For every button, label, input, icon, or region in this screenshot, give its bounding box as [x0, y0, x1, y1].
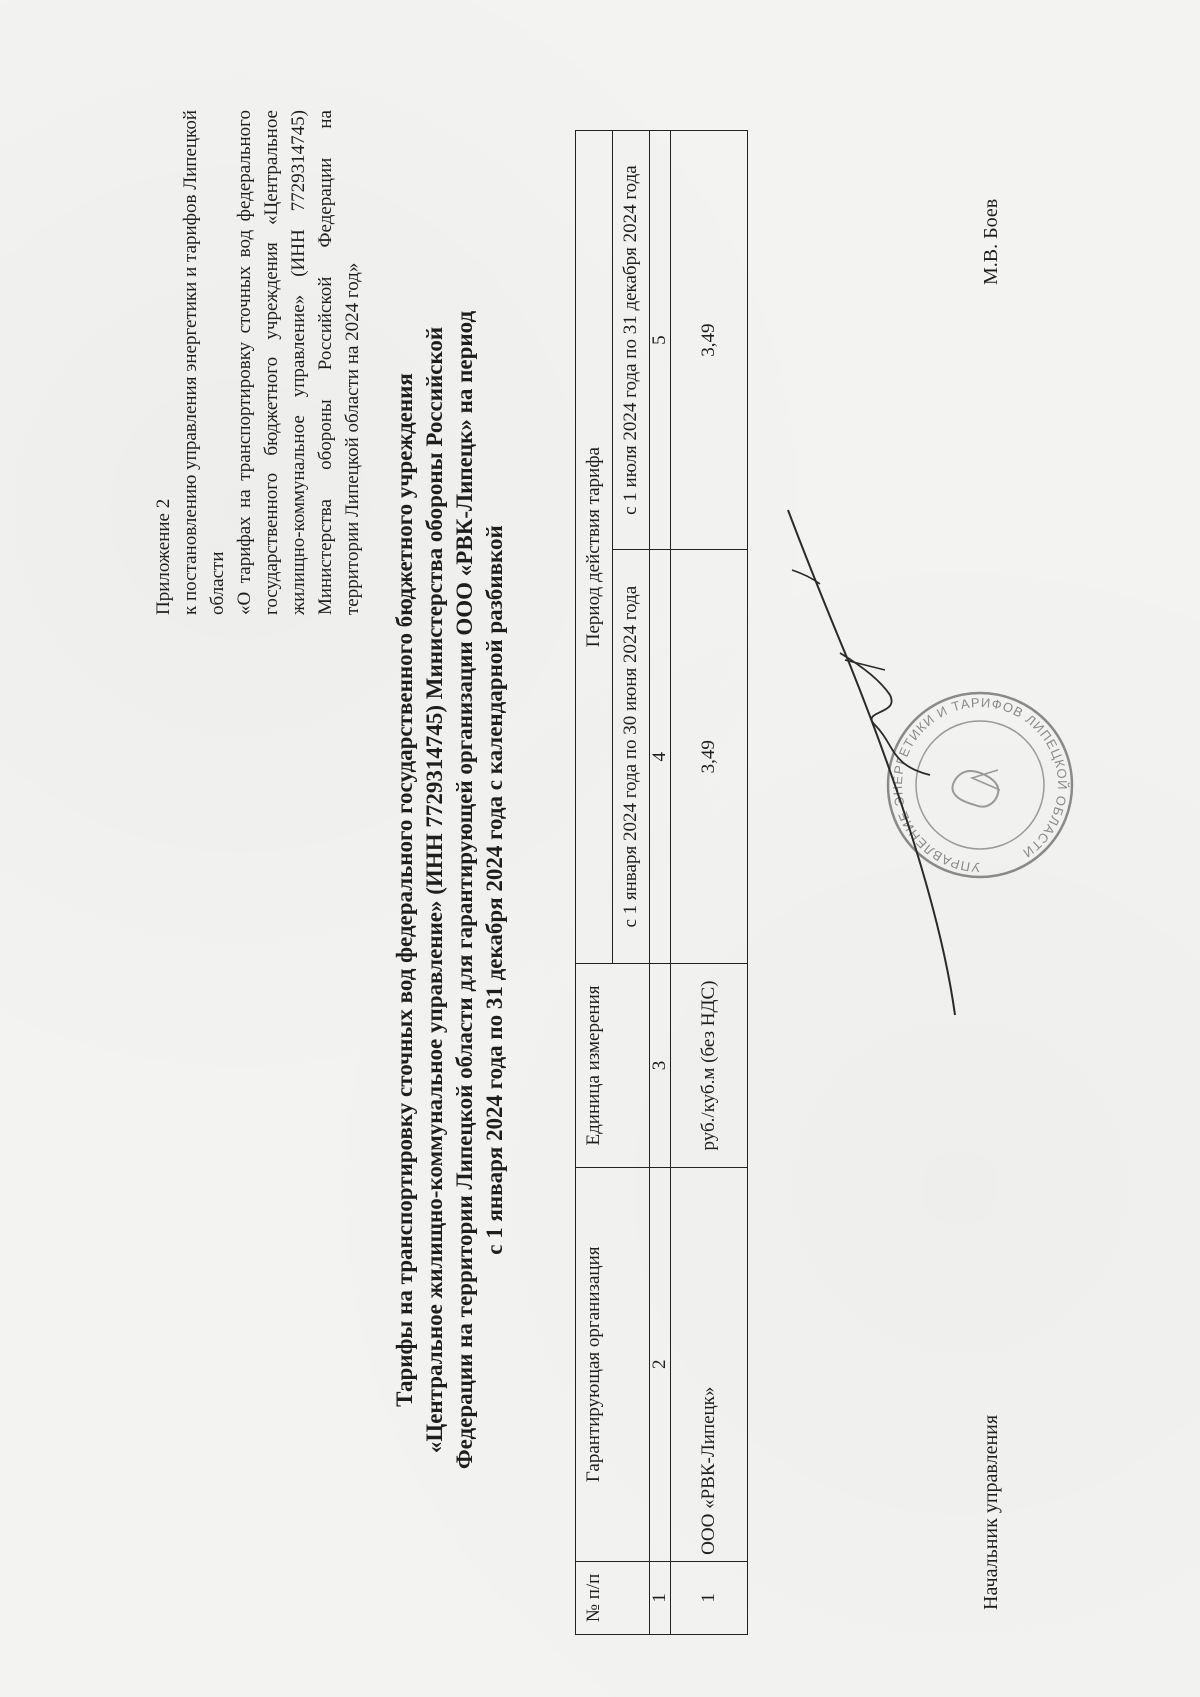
- column-number: 4: [650, 550, 671, 964]
- header-period: Период действия тарифа: [576, 131, 613, 964]
- column-number-row: [650, 131, 671, 1635]
- appendix-block: [150, 110, 366, 615]
- title-line: с 1 января 2024 года по 31 декабря 2024 года с календарной разбивкой: [482, 525, 507, 1255]
- signatory-position: Начальник управления: [980, 1414, 1002, 1610]
- appendix-line: «О тарифах на транспортировку сточных вод федерального государственного бюджетного учреждения «Центральное жилищно-коммунальное управление» (ИНН 7729314745) Министерства обороны Российской Федерации на территории Липецкой области на 2024 год»: [234, 110, 363, 615]
- row-num: 1: [671, 1561, 748, 1634]
- header-period-2: с 1 июля 2024 года по 31 декабря 2024 года: [613, 131, 650, 550]
- rotated-document: [153, 95, 1071, 1665]
- handwritten-signature: [780, 505, 980, 1025]
- header-row: [576, 131, 613, 1635]
- row-period-2: 3,49: [671, 131, 748, 550]
- tariff-table: [575, 130, 748, 1635]
- column-number: 1: [650, 1561, 671, 1634]
- header-org: Гарантирующая организация: [576, 1167, 650, 1561]
- appendix-line: Приложение 2: [153, 498, 174, 615]
- title-line: Тарифы на транспортировку сточных вод федерального государственного бюджетного учреждения: [392, 373, 417, 1407]
- column-number: 3: [650, 964, 671, 1168]
- signatory-name: М.В. Боев: [980, 198, 1002, 285]
- table-row: [671, 131, 748, 1635]
- title-line: Федерации на территории Липецкой области для гарантирующей организации ООО «РВК-Липецк» на период: [452, 310, 477, 1470]
- svg-text:УПРАВЛЕНИЕ ЭНЕРГЕТИКИ И ТАРИФО: УПРАВЛЕНИЕ ЭНЕРГЕТИКИ И ТАРИФОВ ЛИПЕЦКОЙ ОБЛАСТИ: [889, 694, 1071, 876]
- appendix-line: к постановлению управления энергетики и тарифов Липецкой области: [180, 110, 228, 615]
- row-org: ООО «РВК-Липецк»: [671, 1167, 748, 1561]
- column-number: 2: [650, 1167, 671, 1561]
- title-line: «Центральное жилищно-коммунальное управление» (ИНН 7729314745) Министерства обороны Российской: [422, 326, 447, 1454]
- header-num: № п/п: [576, 1561, 650, 1634]
- column-number: 5: [650, 131, 671, 550]
- row-period-1: 3,49: [671, 550, 748, 964]
- header-unit: Единица измерения: [576, 964, 650, 1168]
- row-unit: руб./куб.м (без НДС): [671, 964, 748, 1168]
- header-period-1: с 1 января 2024 года по 30 июня 2024 года: [613, 550, 650, 964]
- document-title: [390, 290, 510, 1490]
